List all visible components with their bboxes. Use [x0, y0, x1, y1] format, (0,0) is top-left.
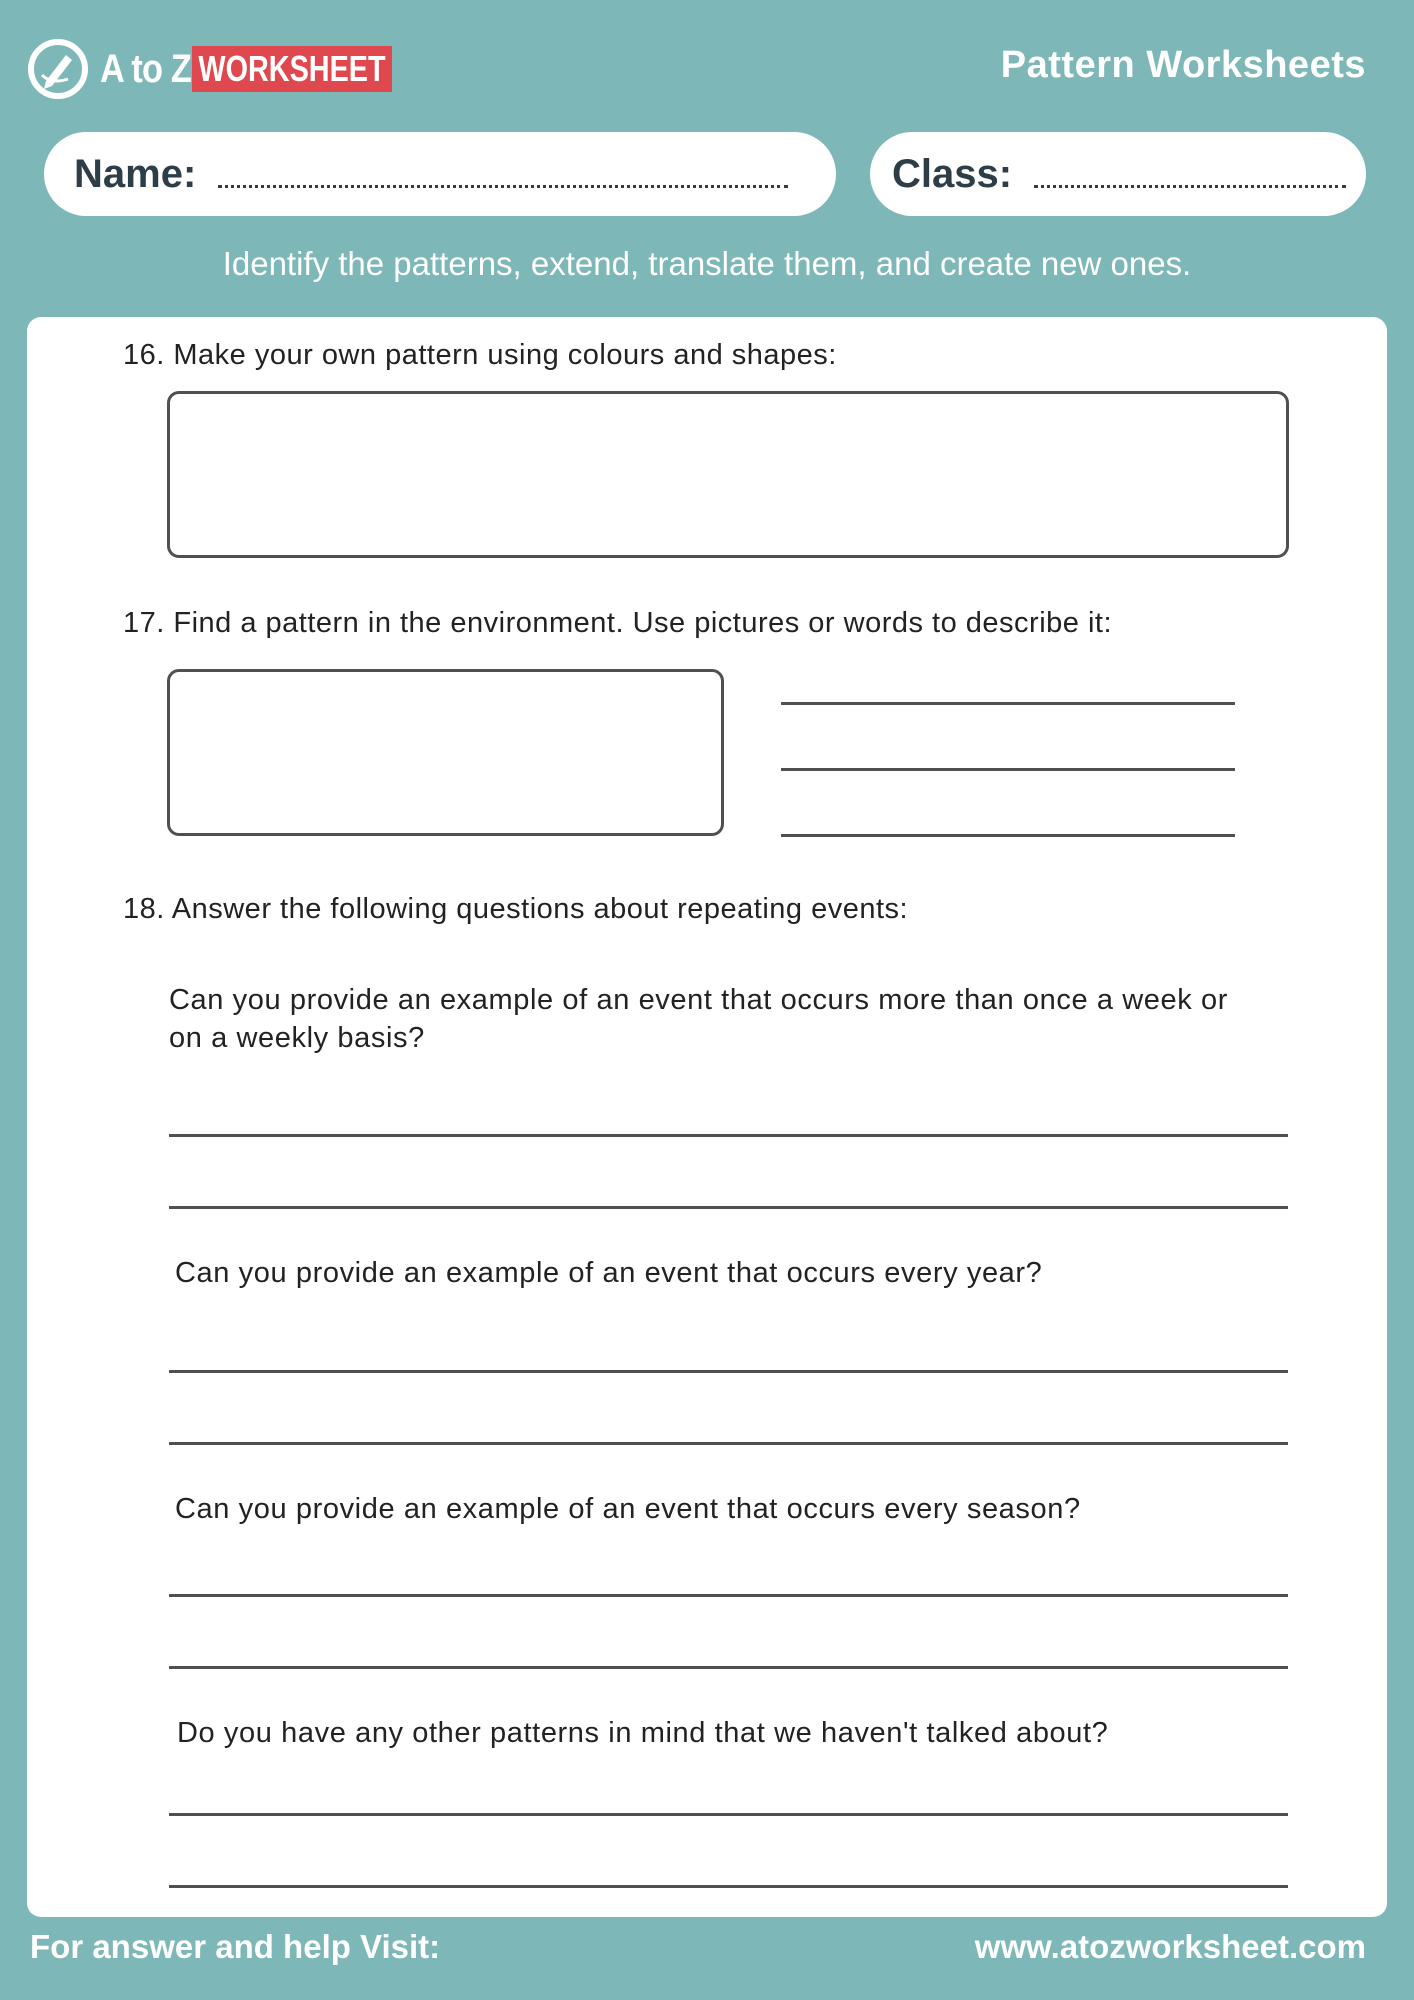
q18-weekly-line-2[interactable] — [169, 1206, 1288, 1209]
footer-help-text: For answer and help Visit: — [30, 1928, 441, 1965]
q16-drawing-box[interactable] — [167, 391, 1289, 558]
instructions: Identify the patterns, extend, translate them, and create new ones. — [222, 245, 1192, 282]
q18-yearly-line-2[interactable] — [169, 1442, 1288, 1445]
class-label: Class: — [892, 151, 1013, 196]
page-title: Pattern Worksheets — [1000, 44, 1366, 86]
logo-text: A to Z — [100, 46, 192, 91]
q18-season-line-1[interactable] — [169, 1594, 1288, 1597]
q18-weekly-line-1[interactable] — [169, 1134, 1288, 1137]
q18-season-line-2[interactable] — [169, 1666, 1288, 1669]
footer-website-link[interactable]: www.atozworksheet.com — [974, 1928, 1366, 1965]
q17-answer-line-3[interactable] — [781, 834, 1235, 837]
q18-sub-weekly: Can you provide an example of an event that occurs more than once a week or on a weekly basis? — [169, 984, 1228, 1054]
logo-badge: WORKSHEET — [192, 46, 392, 92]
name-field[interactable] — [44, 132, 836, 216]
logo-pencil-icon — [28, 39, 88, 99]
q17-answer-line-1[interactable] — [781, 702, 1235, 705]
question-17: 17. Find a pattern in the environment. Use pictures or words to describe it: — [123, 607, 1113, 639]
q17-picture-box[interactable] — [167, 669, 724, 836]
q18-yearly-line-1[interactable] — [169, 1370, 1288, 1373]
class-dotted-line[interactable] — [1034, 185, 1346, 188]
worksheet-card — [27, 317, 1387, 1917]
name-dotted-line[interactable] — [218, 185, 788, 188]
q18-sub-season: Can you provide an example of an event that occurs every season? — [175, 1493, 1081, 1525]
name-label: Name: — [74, 151, 197, 196]
q18-sub-yearly: Can you provide an example of an event that occurs every year? — [175, 1257, 1043, 1289]
q17-answer-line-2[interactable] — [781, 768, 1235, 771]
question-18: 18. Answer the following questions about repeating events: — [123, 893, 909, 925]
q18-sub-other: Do you have any other patterns in mind that we haven't talked about? — [177, 1717, 1109, 1749]
logo — [28, 36, 442, 102]
class-field[interactable] — [870, 132, 1366, 216]
q18-other-line-1[interactable] — [169, 1813, 1288, 1816]
q18-other-line-2[interactable] — [169, 1885, 1288, 1888]
question-16: 16. Make your own pattern using colours and shapes: — [123, 339, 837, 371]
